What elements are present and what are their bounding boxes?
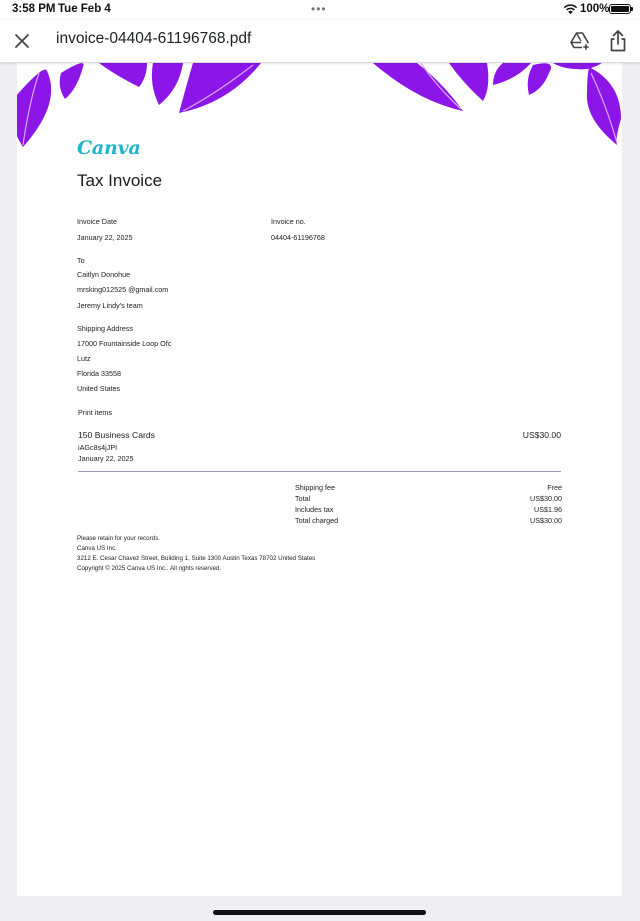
invoice-no-value: 04404-61196768 <box>271 233 325 242</box>
totals-value: Free <box>547 483 562 492</box>
pdf-page <box>17 63 622 896</box>
shipping-line: Lutz <box>77 354 91 363</box>
shipping-address-label: Shipping Address <box>77 324 133 333</box>
status-bar <box>0 0 640 20</box>
item-name: 150 Business Cards <box>78 430 155 440</box>
to-line: mrsking012525 @gmail.com <box>77 285 169 294</box>
status-date: Tue Feb 4 <box>58 3 111 15</box>
status-time: 3:58 PM <box>12 3 56 15</box>
totals-label: Includes tax <box>295 505 334 514</box>
item-price: US$30.00 <box>522 430 561 440</box>
totals-label: Total charged <box>295 516 339 525</box>
shipping-line: Florida 33558 <box>77 369 121 378</box>
file-name: invoice-04404-61196768.pdf <box>56 30 252 47</box>
close-icon[interactable] <box>12 31 32 51</box>
battery-icon <box>609 4 631 14</box>
to-label: To <box>77 256 85 265</box>
footer-line: 3212 E. Cesar Chavez Street, Building 1, Suite 1300 Austin Texas 78702 United States <box>77 555 316 562</box>
footer-line: Copyright © 2025 Canva US Inc.. All rights reserved. <box>77 565 222 572</box>
totals-value: US$30.00 <box>530 516 562 525</box>
page-title: Tax Invoice <box>77 171 163 190</box>
totals-value: US$30.00 <box>530 494 562 503</box>
totals-value: US$1.96 <box>534 505 562 514</box>
print-items-label: Print items <box>78 408 112 417</box>
share-icon[interactable] <box>607 29 629 53</box>
divider <box>78 471 561 472</box>
invoice-date-label: Invoice Date <box>77 217 117 226</box>
wifi-icon <box>563 3 578 15</box>
footer-line: Canva US Inc. <box>77 545 117 552</box>
battery-percent: 100% <box>580 3 610 15</box>
shipping-line: 17000 Fountainside Loop Ofc <box>77 339 172 348</box>
invoice-date-value: January 22, 2025 <box>77 233 133 242</box>
home-indicator[interactable] <box>213 910 426 915</box>
footer-line: Please retain for your records. <box>77 535 160 542</box>
item-code: iAGc8s4jJPI <box>78 443 118 452</box>
viewer-toolbar <box>0 20 640 62</box>
shipping-line: United States <box>77 384 121 393</box>
item-date: January 22, 2025 <box>78 454 134 463</box>
to-line: Caitlyn Donohue <box>77 270 131 279</box>
invoice-no-label: Invoice no. <box>271 217 306 226</box>
canva-logo: Canva <box>77 137 141 159</box>
totals-label: Shipping fee <box>295 483 335 492</box>
multitasking-dots-icon[interactable]: ••• <box>311 2 327 16</box>
to-line: Jeremy Lindy's team <box>77 301 143 310</box>
add-to-drive-icon[interactable] <box>569 30 591 52</box>
totals-label: Total <box>295 494 311 503</box>
